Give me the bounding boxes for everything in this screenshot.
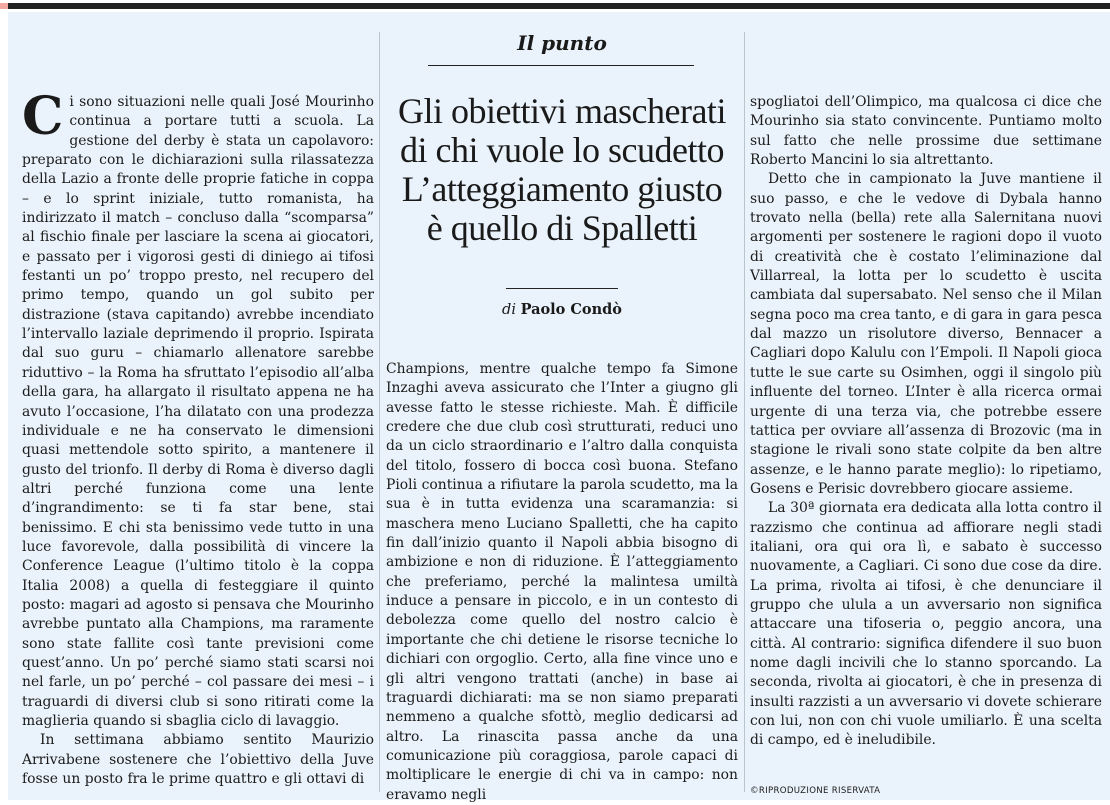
headline-line: Gli obiettivi mascherati — [398, 91, 726, 131]
byline-prefix: di — [502, 302, 516, 318]
top-rule — [0, 0, 1110, 10]
byline-author: Paolo Condò — [520, 301, 622, 318]
headline-line: è quello di Spalletti — [426, 208, 698, 248]
paragraph: Detto che in campionato la Juve mantiene il suo passo, e che le vedove di Dybala hanno trovato nella (bella) rete alla Salernitana nuovi argomenti per sostenere le ragioni dopo il vuoto di creatività che è costato l’eliminazione dal Villarreal, la lotta per lo scudetto è uscita cambiata dal supersabato. Nel senso che il Milan segna poco ma crea tanto, e di gara in gara pesca dal mazzo un risolutore diverso, Bennacer a Cagliari dopo Kalulu con l’Empoli. Il Napoli gioca tutte le sue carte su Osimhen, oggi il singolo più influente del torneo. L’Inter è alla ricerca ormai urgente di una terza via, che potrebbe essere tattica per ovviare all’assenza di Brozovic (ma in stagione le rivali sono state colpite da ben altre assenze, e le hanno parate meglio): lo ripetiamo, Gosens e Perisic dovrebbero giocare assieme. — [750, 171, 1103, 497]
headline — [386, 92, 738, 248]
copyright-notice: ©RIPRODUZIONE RISERVATA — [750, 786, 881, 796]
byline — [386, 300, 738, 320]
paragraph: In settimana abbiamo sentito Maurizio Arrivabene sostenere che l’obiettivo della Juve fosse un posto fra le prime quattro e gli ottavi di — [22, 732, 374, 788]
paragraph-text: i sono situazioni nelle quali José Mourinho continua a portare tutti a scuola. La gestione del derby è stata un capolavoro: preparato con le dichiarazioni sulla rilassatezza della Lazio a fronte delle proprie fatiche in coppa – e lo sprint iniziale, tutto romanista, ha indirizzato il match – concluso dalla “scomparsa” al fischio finale per lasciare la scena ai giocatori, e passato per i vigorosi gesti di diniego ai tifosi festanti un po’ troppo presto, nel recupero del primo tempo, quando un gol subito per distrazione (stava capitando) avrebbe incendiato l’intervallo laziale deprimendo il proprio. Ispirata dal suo guru – chiamarlo allenatore sarebbe riduttivo – la Roma ha sfruttato l’episodio all’alba della gara, ha allargato il risultato appena ne ha avuto l’occasione, l’ha dilatato con una prodezza individuale e ne ha conservato le dimensioni quasi mettendole sotto spirito, a mantenere il gusto del trionfo. Il derby di Roma è diverso dagli altri perché funziona come una lente d’ingrandimento: se ti fa star bene, stai benissimo. E chi sta benissimo vede tutto in una luce favorevole, dalla possibilità di vincere la Conference League (l’ultimo titolo è la coppa Italia 2008) a quella di festeggiare il quinto posto: magari ad agosto si pensava che Mourinho avrebbe puntato alla Champions, ma raramente sono state fallite così tante previsioni come quest’anno. Un po’ perché siamo stati scarsi noi nel farle, un po’ perché – col passare dei mesi – i traguardi di diversi club si sono ritirati come la maglieria quando si sbaglia ciclo di lavaggio. — [22, 94, 374, 729]
column-divider-right — [744, 32, 745, 792]
byline-rule — [506, 288, 618, 289]
section-rule-top — [428, 65, 694, 66]
section-label: Il punto — [517, 31, 607, 55]
paragraph: spogliatoi dell’Olimpico, ma qualcosa ci dice che Mourinho sia stato convincente. Puntiamo molto sul fatto che nelle prossime due settimane Roberto Mancini lo sia altrettanto. — [750, 94, 1102, 169]
top-rule-accent — [0, 3, 8, 9]
column-2 — [386, 360, 738, 805]
column-3 — [750, 93, 1102, 751]
column-divider-left — [379, 32, 380, 792]
paragraph: Champions, mentre qualche tempo fa Simone Inzaghi aveva assicurato che l’Inter a giugno gli avesse fatto le stesse richieste. Mah. È difficile credere che due club così strutturati, reduci uno da un ciclo straordinario e l’altro dalla conquista del titolo, fossero di bocca così buona. Stefano Pioli continua a rifiutare la parola scudetto, ma la sua è in tutta evidenza una scaramanzia: si maschera meno Luciano Spalletti, che ha capito fin dall’inizio quanto il Napoli abbia bisogno di ambizione e non di riduzione. È l’atteggiamento che preferiamo, perché la malintesa umiltà induce a pensare in piccolo, e in un contesto di debolezza come quello del nostro calcio è importante che chi detiene le risorse tecniche lo dichiari con orgoglio. Certo, alla fine vince uno e gli altri vengono trattati (anche) in base ai traguardi dichiarati: ma se non siamo preparati nemmeno a qualche sfottò, meglio dedicarsi ad altro. La rinascita passa anche da una comunicazione più coraggiosa, parole capaci di moltiplicare le energie di chi va in campo: non eravamo negli — [386, 361, 738, 803]
column-1 — [22, 86, 374, 789]
drop-cap: C — [22, 86, 64, 147]
top-rule-bar — [8, 3, 1110, 9]
headline-line: L’atteggiamento giusto — [401, 169, 723, 209]
paragraph — [22, 86, 374, 731]
article — [8, 12, 1110, 803]
headline-line: di chi vuole lo scudetto — [400, 130, 724, 170]
paragraph: La 30ª giornata era dedicata alla lotta contro il razzismo che continua ad affiorare negli stadi italiani, ora qui ora lì, e sabato è successo nuovamente, a Cagliari. Ci sono due cose da dire. La prima, rivolta ai tifosi, è che denunciare il gruppo che ulula a un avversario non significa attaccare una tifoseria o, peggio ancora, una città. Al contrario: significa difendere il suo buon nome dagli incivili che lo stanno sporcando. La seconda, rivolta ai giocatori, è che in presenza di insulti razzisti a un avversario vi dovete schierare con lui, non con chi vuole umiliarlo. È una scelta di campo, ed è ineludibile. — [750, 500, 1102, 749]
